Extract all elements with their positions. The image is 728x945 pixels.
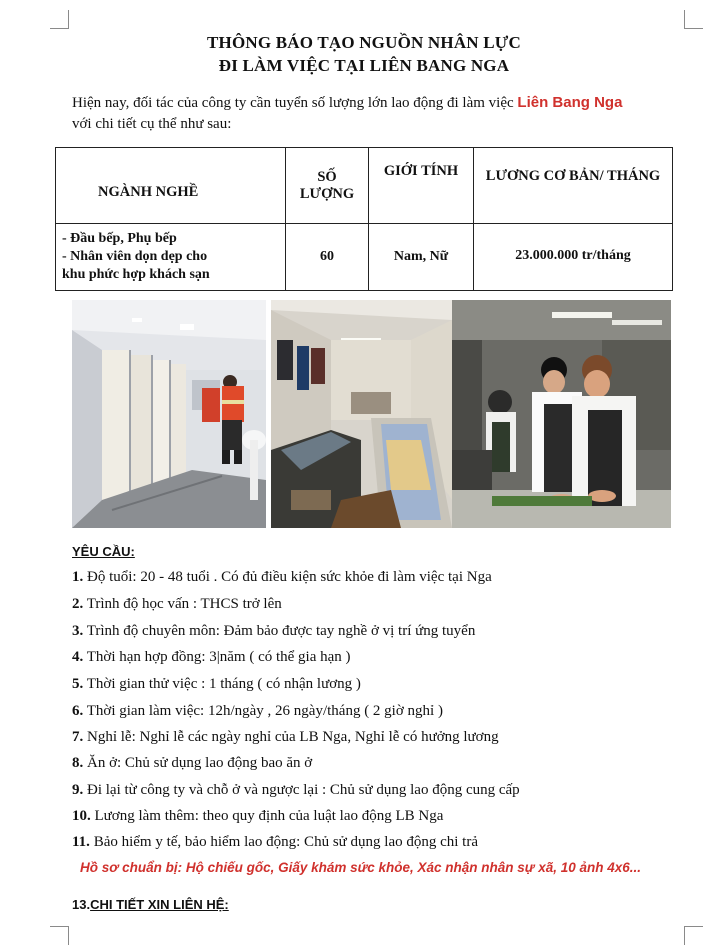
table-row [56, 224, 673, 291]
item-text: Thời gian thử việc : 1 tháng ( có nhận lương ) [86, 676, 361, 692]
item-number: 11. [72, 834, 90, 850]
kitchen-chefs-photo [452, 300, 671, 528]
job-table [55, 147, 673, 291]
page-title-line-1: THÔNG BÁO TẠO NGUỒN NHÂN LỰC [207, 33, 521, 52]
item-number: 2. [72, 596, 84, 612]
header-trade: NGÀNH NGHỀ [56, 148, 286, 224]
page-corner-mark [684, 10, 703, 29]
item-number: 1. [72, 569, 84, 585]
header-salary: LƯƠNG CƠ BẢN/ THÁNG [474, 148, 673, 224]
item-number: 10. [72, 808, 91, 824]
item-number: 7. [72, 729, 84, 745]
item-text: Thời gian làm việc: 12h/ngày , 26 ngày/tháng ( 2 giờ nghỉ ) [86, 703, 443, 719]
intro-highlight-country: Liên Bang Nga [517, 94, 623, 111]
item-text: Trình độ học vấn : THCS trở lên [86, 596, 282, 612]
cell-quantity: 60 [286, 224, 369, 291]
item-number: 4. [72, 649, 84, 665]
trade-line-3: khu phức hợp khách sạn [62, 267, 210, 282]
item-text: Trình độ chuyên môn: Đảm bảo được tay nghề ở vị trí ứng tuyển [86, 623, 476, 639]
list-item [72, 596, 712, 613]
contact-number: 13. [72, 897, 91, 912]
item-text: Đi lại từ công ty và chỗ ở và ngược lại : Chủ sử dụng lao động cung cấp [87, 782, 520, 798]
bathroom-photo [72, 300, 266, 528]
trade-line-2: - Nhân viên dọn dẹp cho [62, 249, 208, 264]
header-gender: GIỚI TÍNH [369, 148, 474, 224]
header-quantity [286, 148, 369, 224]
list-item [72, 703, 712, 720]
documents-required: Hồ sơ chuẩn bị: Hộ chiếu gốc, Giấy khám sức khỏe, Xác nhận nhân sự xã, 10 ảnh 4x6... [80, 860, 642, 875]
intro-paragraph [72, 92, 702, 135]
page-title-line-2: ĐI LÀM VIỆC TẠI LIÊN BANG NGA [218, 56, 510, 75]
item-number: 8. [72, 755, 84, 771]
job-table-header-row [56, 148, 673, 224]
list-item [72, 649, 712, 666]
list-item [72, 755, 712, 772]
list-item [72, 782, 712, 799]
item-text: Độ tuổi: 20 - 48 tuổi . Có đủ điều kiện sức khỏe đi làm việc tại Nga [87, 569, 492, 585]
list-item [72, 676, 712, 693]
cell-trade [56, 224, 286, 291]
page-corner-mark [684, 926, 703, 945]
item-number: 9. [72, 782, 84, 798]
item-number: 3. [72, 623, 84, 639]
trade-line-1: - Đầu bếp, Phụ bếp [62, 231, 177, 246]
item-text: Lương làm thêm: theo quy định của luật lao động LB Nga [94, 808, 444, 824]
list-item [72, 834, 712, 851]
item-text: Ăn ở: Chủ sử dụng lao động bao ăn ở [87, 755, 313, 771]
dormitory-photo [271, 300, 452, 528]
contact-heading [72, 897, 229, 912]
contact-label: CHI TIẾT XIN LIÊN HỆ: [90, 897, 229, 912]
item-text: Bảo hiểm y tế, bảo hiểm lao động: Chủ sử dụng lao động chi trả [93, 834, 479, 850]
header-quantity-line-2: LƯỢNG [299, 185, 355, 202]
item-text: Nghỉ lễ: Nghỉ lễ các ngày nghỉ của LB Nga, Nghỉ lễ có hưởng lương [87, 729, 499, 745]
cell-salary: 23.000.000 tr/tháng [474, 224, 673, 291]
intro-text-2: với chi tiết cụ thể như sau: [72, 116, 232, 132]
list-item [72, 569, 712, 586]
list-item [72, 623, 712, 640]
item-number: 5. [72, 676, 84, 692]
header-quantity-line-1: SỐ [317, 168, 337, 185]
item-number: 6. [72, 703, 84, 719]
page-corner-mark [50, 10, 69, 29]
intro-text: Hiện nay, đối tác của công ty cần tuyển số lượng lớn lao động đi làm việc [72, 95, 514, 111]
requirements-heading: YÊU CẦU: [72, 544, 135, 559]
list-item [72, 729, 712, 746]
list-item [72, 808, 712, 825]
page-corner-mark [50, 926, 69, 945]
item-text: Thời hạn hợp đồng: 3|năm ( có thể gia hạn ) [86, 649, 351, 665]
cell-gender: Nam, Nữ [369, 224, 474, 291]
